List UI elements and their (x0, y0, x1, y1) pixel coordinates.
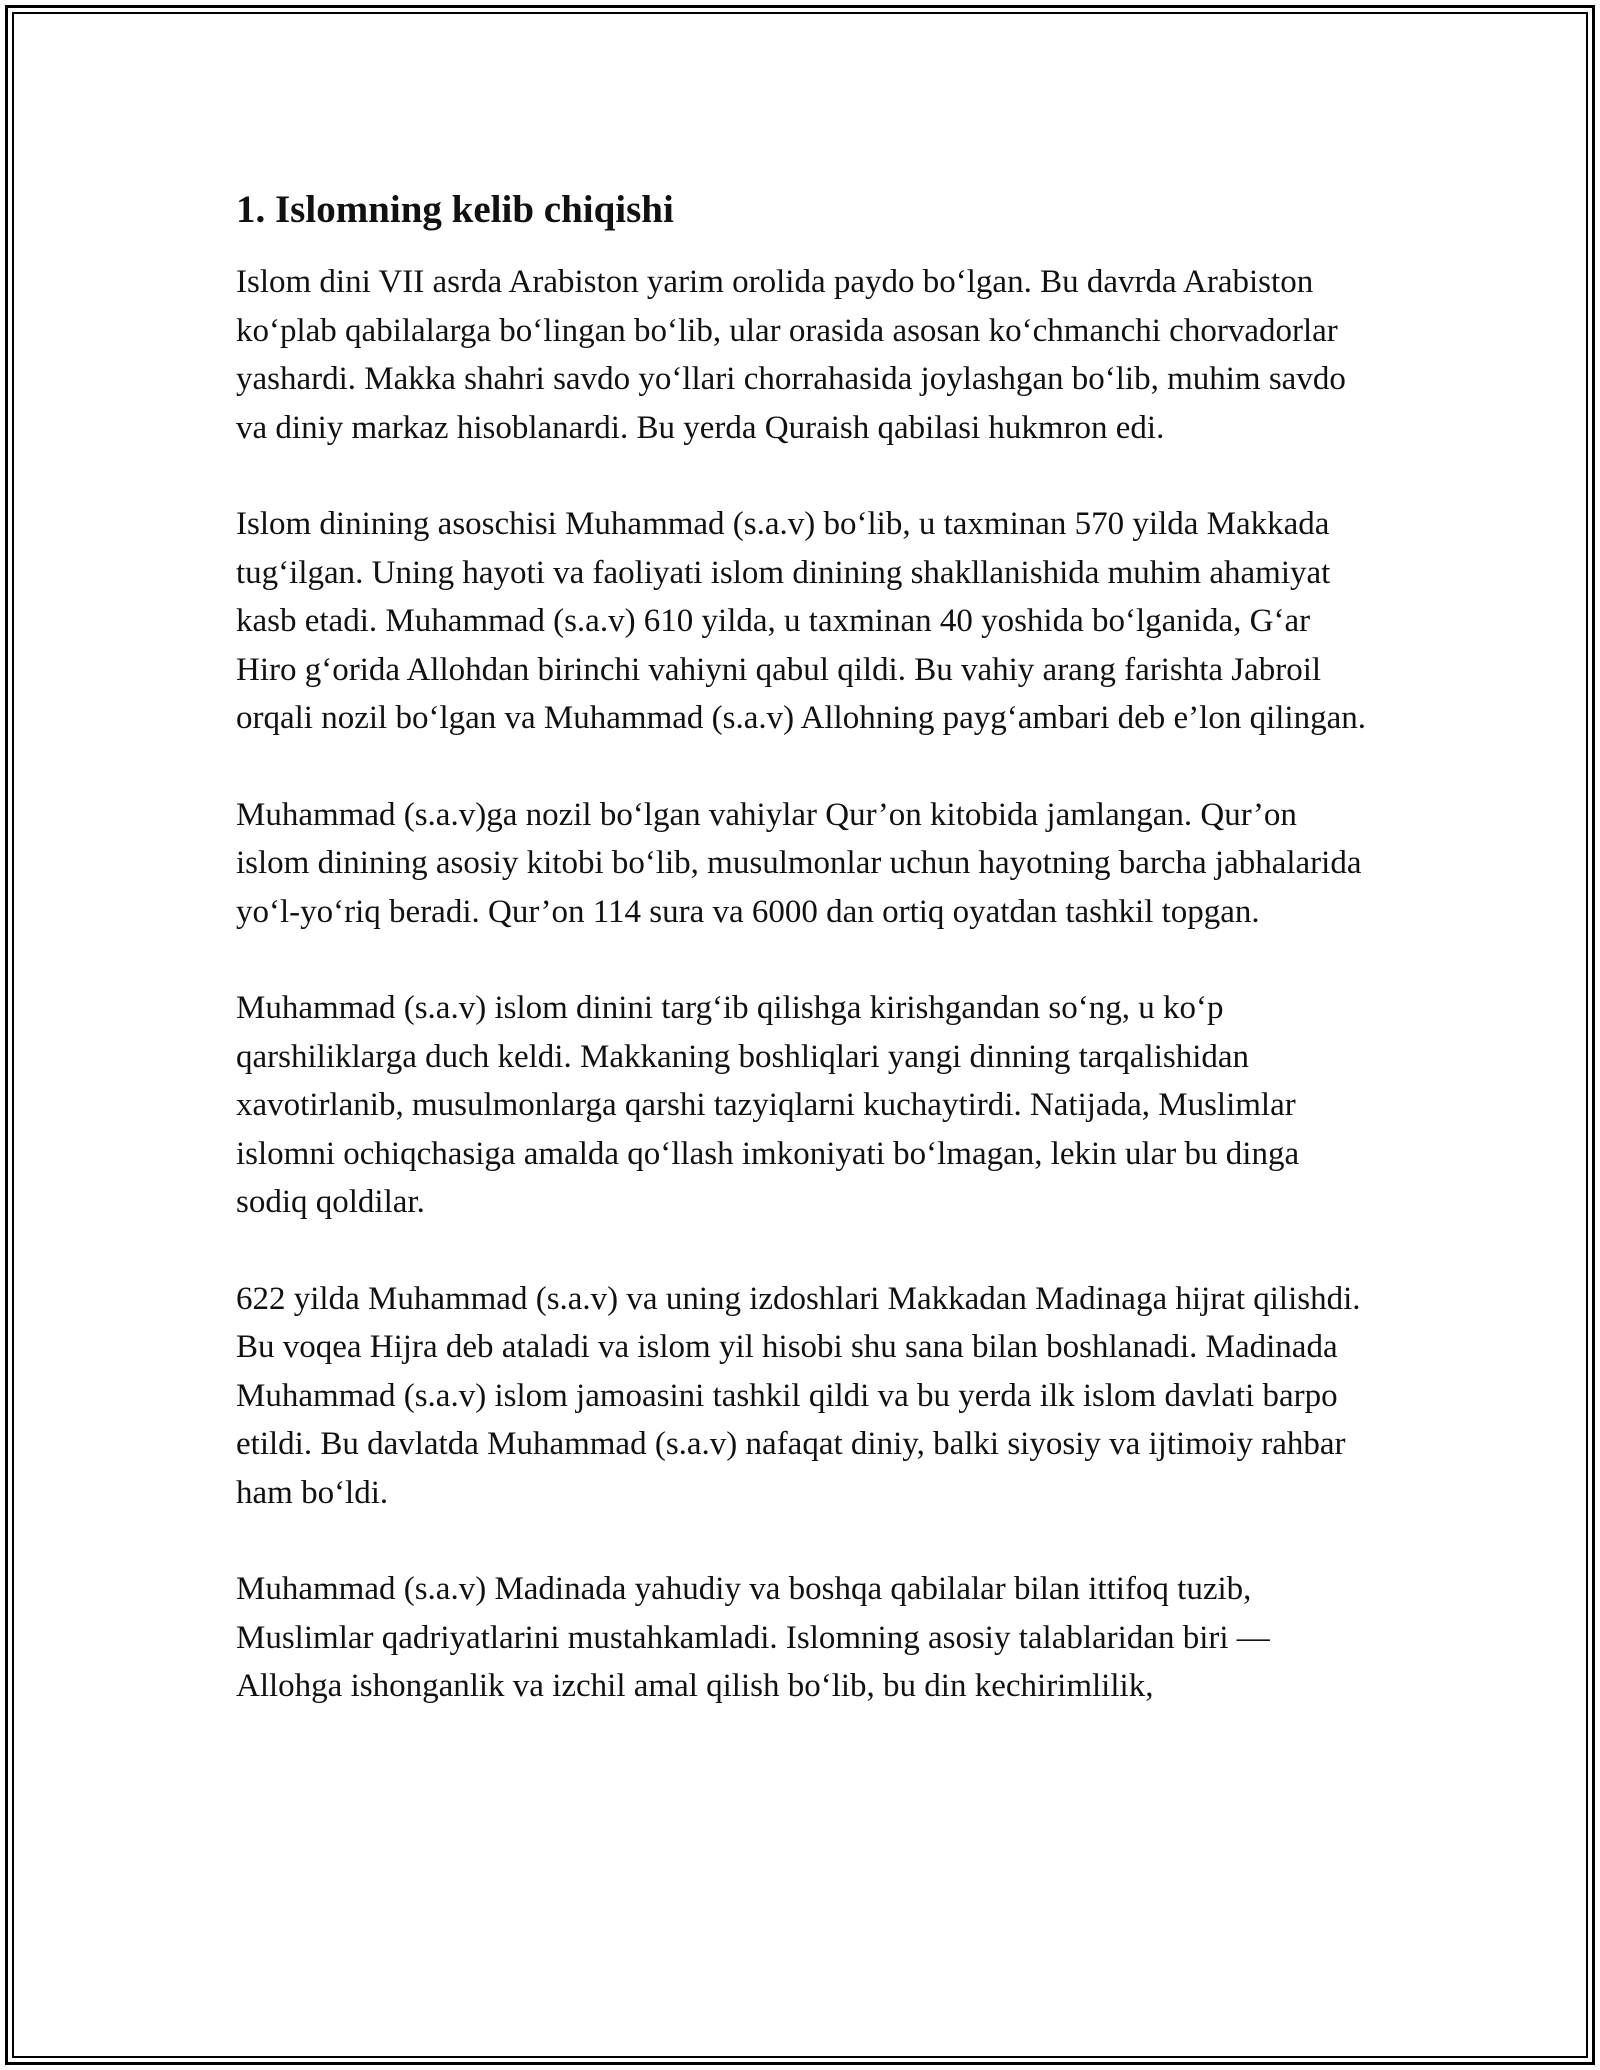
paragraph-medina: Muhammad (s.a.v) Madinada yahudiy va boshqa qabilalar bilan ittifoq tuzib, Muslimlar qadriyatlarini mustahkamladi. Islomning asosiy talablaridan biri — Allohga ishonganlik va izchil amal qilish bo‘lib, bu din kechirimlilik, (236, 1571, 1270, 1704)
paragraph-quran: Muhammad (s.a.v)ga nozil bo‘lgan vahiylar Qur’on kitobida jamlangan. Qur’on islom dinining asosiy kitobi bo‘lib, musulmonlar uchun hayotning barcha jabhalarida yo‘l-yo‘riq beradi. Qur’on 114 sura va 6000 dan ortiq oyatdan tashkil topgan. (236, 796, 1362, 930)
paragraph-origins: Islom dini VII asrda Arabiston yarim orolida paydo bo‘lgan. Bu davrda Arabiston ko‘plab qabilalarga bo‘lingan bo‘lib, ular orasida asosan ko‘chmanchi chorvadorlar yashardi. Makka shahri savdo yo‘llari chorrahasida joylashgan bo‘lib, muhim savdo va diniy markaz hisoblanardi. Bu yerda Quraish qabilasi hukmron edi. (236, 264, 1346, 446)
paragraph-hijra: 622 yilda Muhammad (s.a.v) va uning izdoshlari Makkadan Madinaga hijrat qilishdi. Bu voqea Hijra deb ataladi va islom yil hisobi shu sana bilan boshlanadi. Madinada Muhammad (s.a.v) islom jamoasini tashkil qildi va bu yerda ilk islom davlati barpo etildi. Bu davlatda Muhammad (s.a.v) nafaqat diniy, balki siyosiy va ijtimoiy rahbar ham bo‘ldi. (236, 1280, 1361, 1511)
document-body (236, 186, 1376, 1711)
paragraph-opposition: Muhammad (s.a.v) islom dinini targ‘ib qilishga kirishgandan so‘ng, u ko‘p qarshiliklarga duch keldi. Makkaning boshliqlari yangi dinning tarqalishidan xavotirlanib, musulmonlarga qarshi tazyiqlarni kuchaytirdi. Natijada, Muslimlar islomni ochiqchasiga amalda qo‘llash imkoniyati bo‘lmagan, lekin ular bu dinga sodiq qoldilar. (236, 990, 1300, 1220)
paragraph-founder: Islom dinining asoschisi Muhammad (s.a.v) bo‘lib, u taxminan 570 yilda Makkada tug‘ilgan. Uning hayoti va faoliyati islom dinining shakllanishida muhim ahamiyat kasb etadi. Muhammad (s.a.v) 610 yilda, u taxminan 40 yoshida bo‘lganida, G‘ar Hiro g‘orida Allohdan birinchi vahiyni qabul qildi. Bu vahiy arang farishta Jabroil orqali nozil bo‘lgan va Muhammad (s.a.v) Allohning payg‘ambari deb e’lon qilingan. (236, 506, 1366, 736)
section-title: 1. Islomning kelib chiqishi (236, 188, 674, 231)
